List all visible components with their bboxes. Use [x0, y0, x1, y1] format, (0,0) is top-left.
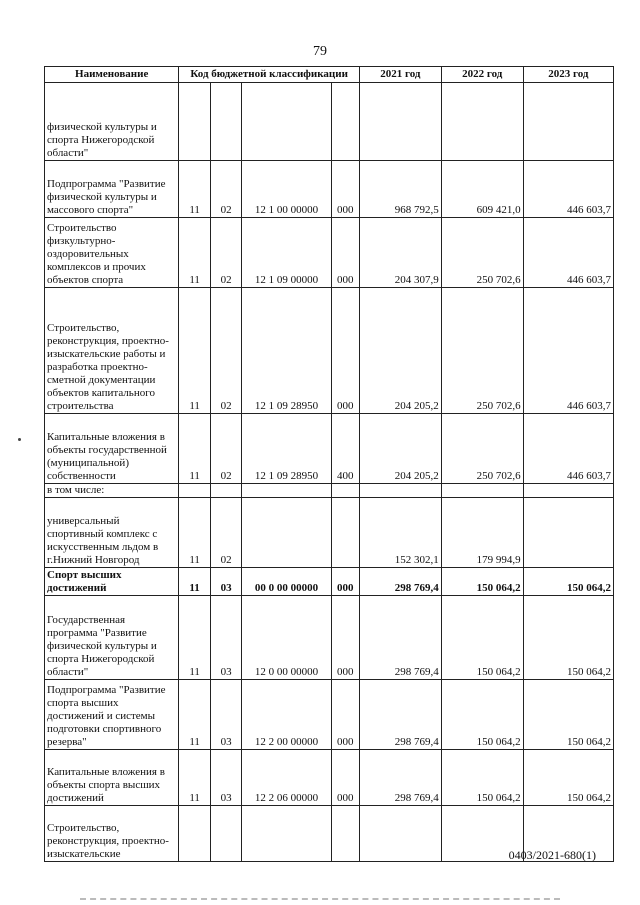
- row-2021: 298 769,4: [359, 568, 441, 596]
- row-target-code: [242, 484, 331, 498]
- table-row: [45, 161, 614, 218]
- row-expense-type: [331, 806, 359, 862]
- row-subsection: 02: [210, 414, 241, 484]
- row-target-code: 12 1 09 28950: [242, 288, 331, 414]
- row-2021: 298 769,4: [359, 750, 441, 806]
- scan-edge-artifact: [80, 898, 560, 902]
- row-2021: 152 302,1: [359, 498, 441, 568]
- row-section: [179, 83, 210, 161]
- row-2023: 150 064,2: [523, 750, 613, 806]
- row-expense-type: 000: [331, 750, 359, 806]
- row-2022: 179 994,9: [441, 498, 523, 568]
- row-target-code: 12 0 00 00000: [242, 596, 331, 680]
- row-name: физической культуры и спорта Нижегородской области": [45, 83, 179, 161]
- row-target-code: 00 0 00 00000: [242, 568, 331, 596]
- row-expense-type: [331, 83, 359, 161]
- table-row: [45, 484, 614, 498]
- row-2023: 150 064,2: [523, 680, 613, 750]
- table-row: [45, 498, 614, 568]
- row-name: Подпрограмма "Развитие физической культуры и массового спорта": [45, 161, 179, 218]
- row-section: 11: [179, 568, 210, 596]
- budget-table: [44, 66, 614, 862]
- row-2021: 968 792,5: [359, 161, 441, 218]
- row-subsection: 02: [210, 161, 241, 218]
- row-2023: 150 064,2: [523, 568, 613, 596]
- row-target-code: 12 2 06 00000: [242, 750, 331, 806]
- row-section: 11: [179, 414, 210, 484]
- page-number: 79: [313, 44, 327, 59]
- row-name: Подпрограмма "Развитие спорта высших достижений и системы подготовки спортивного резерва": [45, 680, 179, 750]
- row-2022: 250 702,6: [441, 218, 523, 288]
- row-name: универсальный спортивный комплекс с искусственным льдом в г.Нижний Новгород: [45, 498, 179, 568]
- table-row: [45, 288, 614, 414]
- row-section: 11: [179, 498, 210, 568]
- row-subsection: 02: [210, 218, 241, 288]
- row-section: [179, 484, 210, 498]
- row-expense-type: 000: [331, 680, 359, 750]
- table-row: [45, 218, 614, 288]
- row-2023: [523, 83, 613, 161]
- row-2021: [359, 806, 441, 862]
- table-row: [45, 414, 614, 484]
- row-2022: 150 064,2: [441, 750, 523, 806]
- row-expense-type: 000: [331, 568, 359, 596]
- row-2023: 446 603,7: [523, 414, 613, 484]
- row-2022: 150 064,2: [441, 568, 523, 596]
- row-section: 11: [179, 161, 210, 218]
- row-target-code: [242, 806, 331, 862]
- row-2022: 150 064,2: [441, 596, 523, 680]
- row-subsection: 03: [210, 680, 241, 750]
- row-2021: 298 769,4: [359, 596, 441, 680]
- row-section: 11: [179, 750, 210, 806]
- row-subsection: 02: [210, 288, 241, 414]
- row-name: Спорт высших достижений: [45, 568, 179, 596]
- row-2021: 298 769,4: [359, 680, 441, 750]
- row-2023: [523, 484, 613, 498]
- row-name: Строительство, реконструкция, проектно-изыскательские: [45, 806, 179, 862]
- header-code: Код бюджетной классификации: [179, 67, 360, 83]
- row-subsection: [210, 806, 241, 862]
- row-2021: [359, 484, 441, 498]
- table-row: [45, 596, 614, 680]
- row-2021: 204 307,9: [359, 218, 441, 288]
- row-target-code: 12 1 09 00000: [242, 218, 331, 288]
- header-2021: 2021 год: [359, 67, 441, 83]
- row-2022: [441, 484, 523, 498]
- table-row: [45, 680, 614, 750]
- row-subsection: 02: [210, 498, 241, 568]
- row-name: Капитальные вложения в объекты спорта высших достижений: [45, 750, 179, 806]
- row-2021: [359, 83, 441, 161]
- row-subsection: 03: [210, 596, 241, 680]
- header-2022: 2022 год: [441, 67, 523, 83]
- row-name: Строительство физкультурно-оздоровительных комплексов и прочих объектов спорта: [45, 218, 179, 288]
- row-name: Капитальные вложения в объекты государственной (муниципальной) собственности: [45, 414, 179, 484]
- row-section: 11: [179, 218, 210, 288]
- row-2023: 446 603,7: [523, 288, 613, 414]
- row-expense-type: 000: [331, 218, 359, 288]
- row-section: 11: [179, 596, 210, 680]
- row-2023: 446 603,7: [523, 218, 613, 288]
- row-expense-type: 000: [331, 288, 359, 414]
- header-name: Наименование: [45, 67, 179, 83]
- row-subsection: [210, 484, 241, 498]
- table-row: [45, 750, 614, 806]
- row-section: 11: [179, 680, 210, 750]
- row-2023: [523, 498, 613, 568]
- row-target-code: [242, 83, 331, 161]
- row-2022: 250 702,6: [441, 414, 523, 484]
- row-expense-type: 400: [331, 414, 359, 484]
- row-name: Государственная программа "Развитие физической культуры и спорта Нижегородской области": [45, 596, 179, 680]
- row-2021: 204 205,2: [359, 414, 441, 484]
- document-code: 0403/2021-680(1): [508, 848, 596, 862]
- table-row: [45, 568, 614, 596]
- table-row: [45, 83, 614, 161]
- row-section: [179, 806, 210, 862]
- row-subsection: 03: [210, 568, 241, 596]
- row-section: 11: [179, 288, 210, 414]
- row-target-code: 12 1 09 28950: [242, 414, 331, 484]
- row-2022: [441, 83, 523, 161]
- row-subsection: 03: [210, 750, 241, 806]
- row-expense-type: 000: [331, 161, 359, 218]
- row-2023: 446 603,7: [523, 161, 613, 218]
- row-expense-type: [331, 484, 359, 498]
- header-2023: 2023 год: [523, 67, 613, 83]
- header-row: [45, 67, 614, 83]
- row-target-code: 12 1 00 00000: [242, 161, 331, 218]
- row-2021: 204 205,2: [359, 288, 441, 414]
- row-expense-type: [331, 498, 359, 568]
- scan-dot: [18, 438, 21, 441]
- row-name: Строительство, реконструкция, проектно-изыскательские работы и разработка проектно-сметной документации объектов капитального строительства: [45, 288, 179, 414]
- row-expense-type: 000: [331, 596, 359, 680]
- row-2022: 250 702,6: [441, 288, 523, 414]
- row-2022: 150 064,2: [441, 680, 523, 750]
- row-2023: 150 064,2: [523, 596, 613, 680]
- row-target-code: [242, 498, 331, 568]
- row-name: в том числе:: [45, 484, 179, 498]
- row-target-code: 12 2 00 00000: [242, 680, 331, 750]
- row-subsection: [210, 83, 241, 161]
- row-2022: 609 421,0: [441, 161, 523, 218]
